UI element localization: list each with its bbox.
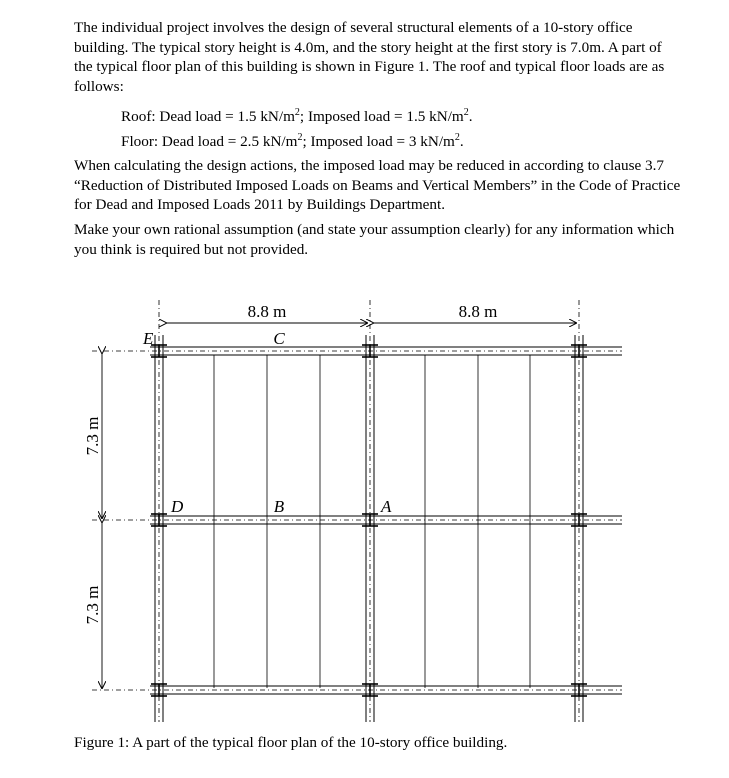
span-dimension-left xyxy=(166,302,367,323)
span-dimension-right xyxy=(373,302,576,323)
member-label-e: E xyxy=(143,329,154,348)
secondary-beams xyxy=(214,355,530,688)
girder-middle xyxy=(366,300,374,722)
figure-caption: Figure 1: A part of the typical floor plan of the 10-story office building. xyxy=(74,734,508,751)
roof-loads: Roof: Dead load = 1.5 $kN/m^2$; Imposed load = 1.5 $kN/m^2$. xyxy=(121,107,473,126)
span-left-label: 8.8 m xyxy=(247,302,287,321)
bay-dimension-bottom xyxy=(83,522,102,688)
roof-imposed-load: ; Imposed load = 1.5 kN/m xyxy=(299,108,464,126)
superscript: 2 xyxy=(294,107,300,118)
intro-paragraph: The individual project involves the design of several structural elements of a 10-story office building. The typical story height is 4.0m, and the story height at the first story is 7.0m. A part of the typical floor plan of this building is shown in Figure 1. The roof and typical floor loads are as follows: xyxy=(74,19,665,95)
bay-dimension-top xyxy=(83,353,102,518)
member-label-a: A xyxy=(381,497,392,516)
floor-loads: Floor: Dead load = 2.5 $kN/m^2$; Imposed load = 3 $kN/m^2$. xyxy=(121,132,464,151)
span-right-label: 8.8 m xyxy=(458,302,498,321)
member-label-b: B xyxy=(273,497,285,516)
member-label-d: D xyxy=(171,497,184,516)
superscript: 2 xyxy=(297,132,303,143)
girder-left xyxy=(155,300,163,722)
primary-beam-top xyxy=(92,347,622,355)
member-label-c: C xyxy=(273,329,285,348)
floor-imposed-load: ; Imposed load = 3 kN/m xyxy=(302,133,455,151)
assumption-paragraph: Make your own rational assumption (and state your assumption clearly) for any information which you think is required but not provided. xyxy=(74,221,675,258)
columns xyxy=(151,345,587,696)
superscript: 2 xyxy=(463,107,469,118)
design-actions-paragraph: When calculating the design actions, the imposed load may be reduced in according to clause 3.7 “Reduction of Distributed Imposed Loads on Beams and Vertical Members” in the Code of Practice for Dead and Imposed Loads 2011 by Buildings Department. xyxy=(74,157,681,214)
bay-bottom-label: 7.3 m xyxy=(83,585,102,625)
roof-dead-load: Roof: Dead load = 1.5 kN/m xyxy=(121,108,295,126)
bay-top-label: 7.3 m xyxy=(83,416,102,456)
girder-right xyxy=(575,300,583,722)
floor-dead-load: Floor: Dead load = 2.5 kN/m xyxy=(121,133,298,151)
primary-beam-bottom xyxy=(92,686,622,694)
primary-beam-middle xyxy=(92,516,622,524)
superscript: 2 xyxy=(454,132,460,143)
